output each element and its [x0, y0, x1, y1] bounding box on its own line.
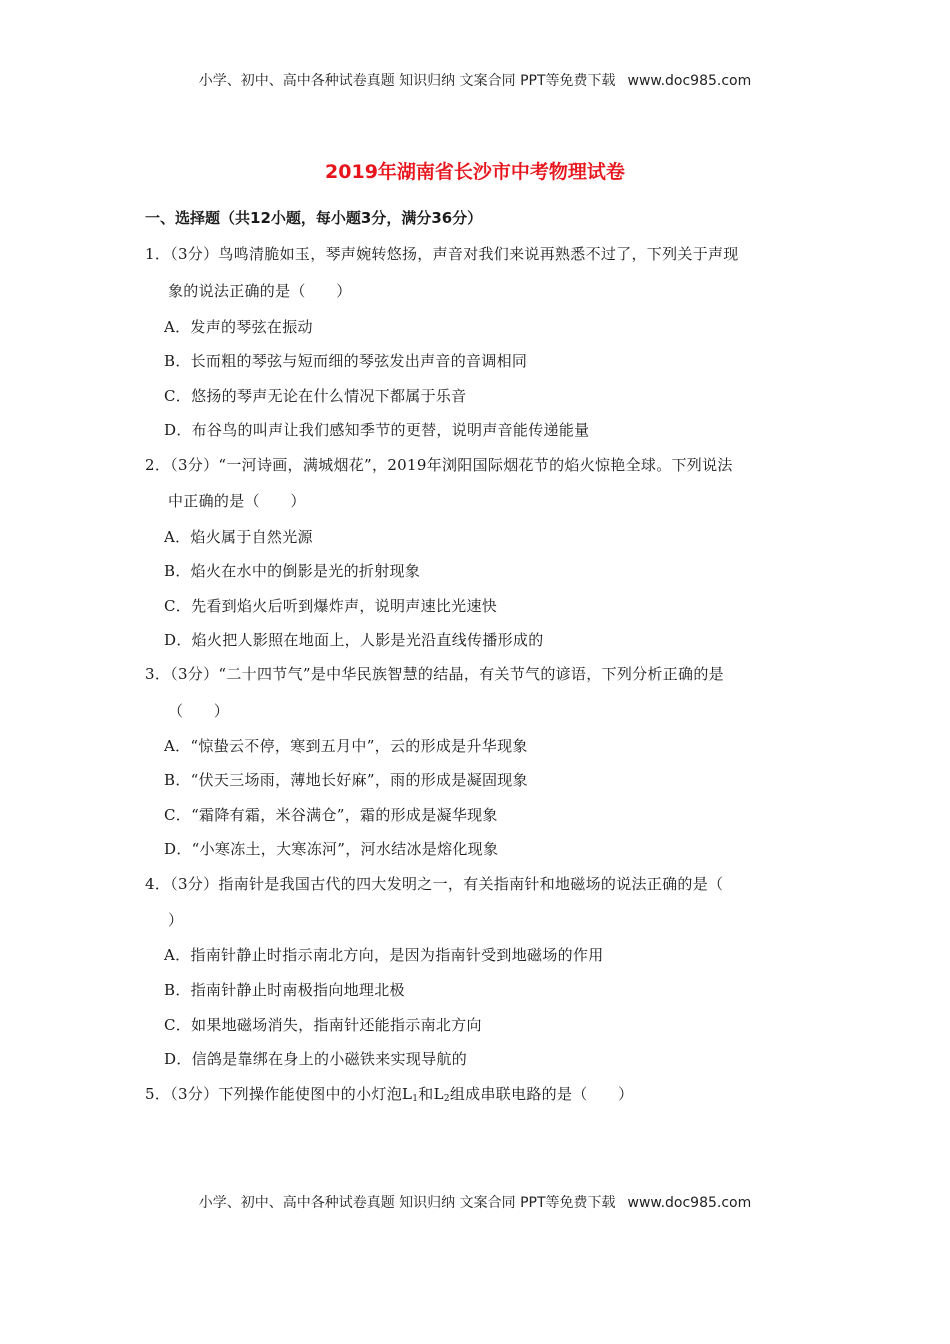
question-3-option-b: B．“伏天三场雨，薄地长好麻”，雨的形成是凝固现象	[164, 771, 528, 789]
footer-url[interactable]: www.doc985.com	[627, 1195, 752, 1211]
header-text: 小学、初中、高中各种试卷真题 知识归纳 文案合同 PPT等免费下载	[198, 73, 616, 89]
question-5-sub-2: 2	[443, 1094, 450, 1104]
section-title: 一、选择题（共12小题，每小题3分，满分36分）	[145, 209, 483, 227]
page-title: 2019年湖南省长沙市中考物理试卷	[325, 161, 625, 183]
question-4-stem-line1: 4．（3分）指南针是我国古代的四大发明之一，有关指南针和地磁场的说法正确的是（	[145, 875, 724, 893]
question-1-option-c: C．悠扬的琴声无论在什么情况下都属于乐音	[164, 387, 467, 405]
question-5-text-3: 组成串联电路的是（ ）	[449, 1085, 634, 1103]
page-footer	[0, 1192, 950, 1212]
question-1-stem-line1: 1．（3分）鸟鸣清脆如玉，琴声婉转悠扬，声音对我们来说再熟悉不过了，下列关于声现	[145, 245, 739, 263]
question-2-option-c: C．先看到焰火后听到爆炸声，说明声速比光速快	[164, 597, 498, 615]
question-5-stem	[145, 1083, 633, 1104]
page-header	[0, 70, 950, 90]
header-url[interactable]: www.doc985.com	[627, 73, 752, 89]
question-1-option-d: D．布谷鸟的叫声让我们感知季节的更替，说明声音能传递能量	[164, 421, 590, 439]
question-2-option-d: D．焰火把人影照在地面上，人影是光沿直线传播形成的	[164, 631, 544, 649]
question-2-stem-line1: 2．（3分）“一河诗画，满城烟花”，2019年浏阳国际烟花节的焰火惊艳全球。下列说法	[145, 456, 733, 474]
question-1-stem-line2: 象的说法正确的是（ ）	[168, 282, 352, 300]
question-5-text-1: 5．（3分）下列操作能使图中的小灯泡L	[145, 1085, 413, 1103]
question-5-sub-1: 1	[412, 1094, 419, 1104]
question-2-option-b: B．焰火在水中的倒影是光的折射现象	[164, 562, 421, 580]
question-1-option-b: B．长而粗的琴弦与短而细的琴弦发出声音的音调相同	[164, 352, 528, 370]
question-1-option-a: A．发声的琴弦在振动	[164, 318, 313, 336]
question-2-option-a: A．焰火属于自然光源	[164, 528, 313, 546]
question-3-stem-line2: （ ）	[168, 702, 230, 720]
question-4-stem-line2: ）	[168, 911, 184, 929]
footer-text: 小学、初中、高中各种试卷真题 知识归纳 文案合同 PPT等免费下载	[198, 1195, 616, 1211]
question-4-option-b: B．指南针静止时南极指向地理北极	[164, 981, 405, 999]
question-5-text-2: 和L	[418, 1085, 444, 1103]
question-4-option-d: D．信鸽是靠绑在身上的小磁铁来实现导航的	[164, 1050, 468, 1068]
question-3-option-a: A．“惊蛰云不停，寒到五月中”，云的形成是升华现象	[164, 737, 528, 755]
question-3-stem-line1: 3．（3分）“二十四节气”是中华民族智慧的结晶，有关节气的谚语，下列分析正确的是	[145, 665, 724, 683]
question-3-option-c: C．“霜降有霜，米谷满仓”，霜的形成是凝华现象	[164, 806, 498, 824]
question-4-option-c: C．如果地磁场消失，指南针还能指示南北方向	[164, 1016, 482, 1034]
question-3-option-d: D．“小寒冻土，大寒冻河”，河水结冰是熔化现象	[164, 840, 499, 858]
question-4-option-a: A．指南针静止时指示南北方向，是因为指南针受到地磁场的作用	[164, 946, 604, 964]
question-2-stem-line2: 中正确的是（ ）	[168, 492, 306, 510]
